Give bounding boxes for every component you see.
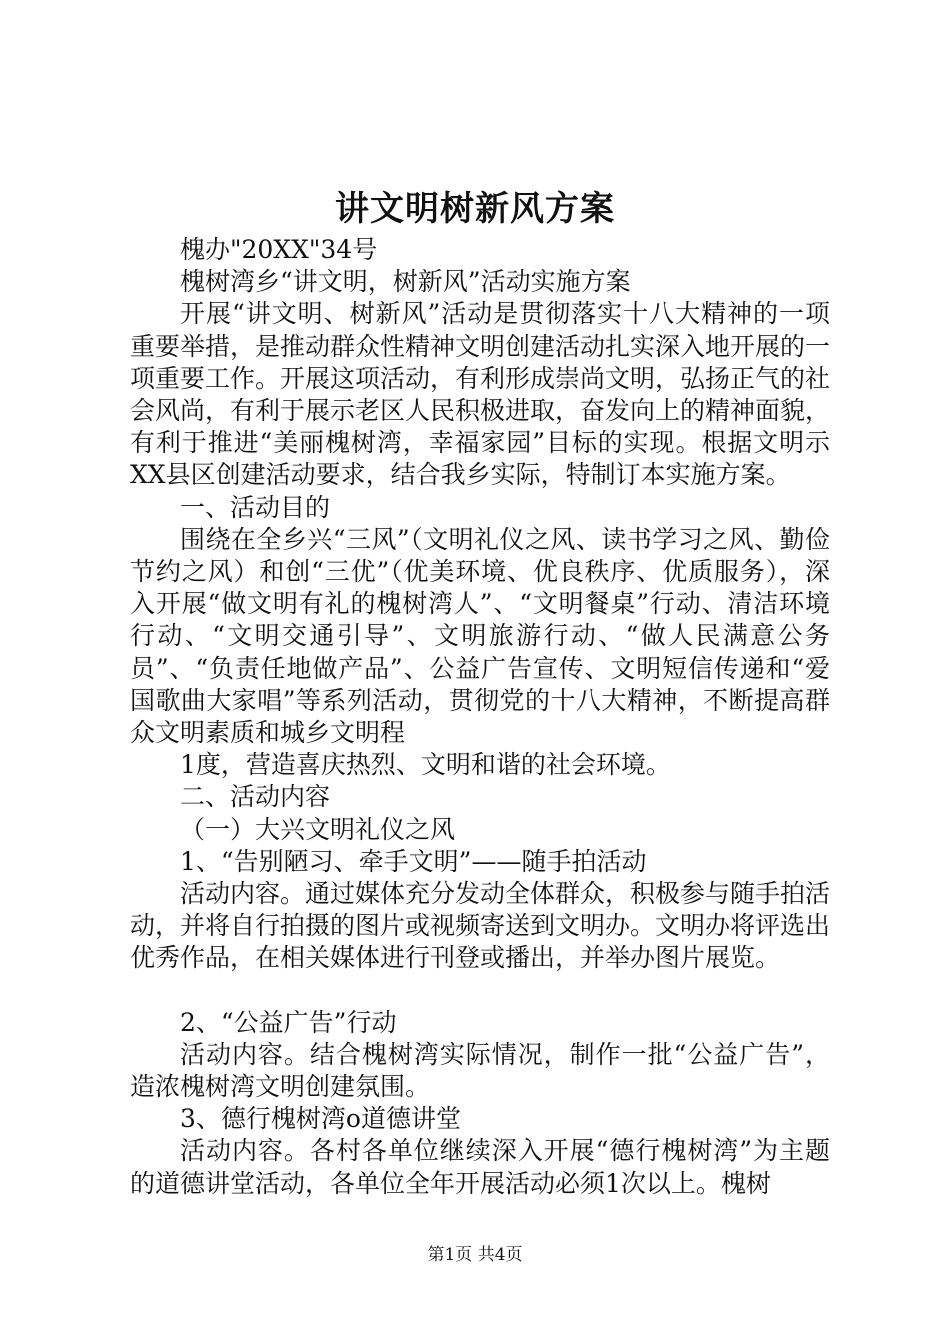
section-heading: 一、活动目的: [180, 492, 331, 522]
doc-number: 槐办"20XX"34号: [180, 235, 378, 264]
page-footer: 第1页 共4页: [427, 1245, 523, 1265]
item-heading: 1、“告别陋习、牵手文明”——随手拍活动: [180, 846, 647, 876]
doc-subtitle: 槐树湾乡“讲文明，树新风”活动实施方案: [180, 267, 631, 297]
subsection-heading: （一）大兴文明礼仪之风: [180, 814, 456, 844]
document-title: 讲文明树新风方案: [335, 189, 615, 229]
section-paragraph: 围绕在全乡兴“三风”（文明礼仪之风、读书学习之风、勤俭节约之风）和创“三优”（优美环境、优良秩序、优质服务），深入开展“做文明有礼的槐树湾人”、“文明餐桌”行动、清洁环境行动、“文明交通引导”、文明旅游行动、“做人民满意公务员”、“负责任地做产品”、公益广告宣传、文明短信传递和“爱国歌曲大家唱”等系列活动，贯彻党的十八大精神，不断提高群众文明素质和城乡文明程: [130, 524, 830, 748]
document-body: [130, 234, 830, 1200]
item-paragraph: 活动内容。结合槐树湾实际情况，制作一批“公益广告”，造浓槐树湾文明创建氛围。: [130, 1039, 830, 1102]
section-heading: 二、活动内容: [180, 782, 331, 812]
item-heading: 3、德行槐树湾o道德讲堂: [180, 1104, 461, 1134]
item-paragraph: 活动内容。各村各单位继续深入开展“德行槐树湾”为主题的道德讲堂活动，各单位全年开展活动必须1次以上。槐树: [130, 1136, 830, 1198]
section-paragraph-tail: 1度，营造喜庆热烈、文明和谐的社会环境。: [180, 750, 671, 780]
paragraph-gap: [130, 975, 830, 1007]
intro-paragraph: 开展“讲文明、树新风”活动是贯彻落实十八大精神的一项重要举措，是推动群众性精神文明创建活动扎实深入地开展的一项重要工作。开展这项活动，有利形成崇尚文明，弘扬正气的社会风尚，有利于展示老区人民积极进取，奋发向上的精神面貌，有利于推进“美丽槐树湾，幸福家园”目标的实现。根据文明示XX县区创建活动要求，结合我乡实际，特制订本实施方案。: [130, 299, 831, 490]
item-heading: 2、“公益广告”行动: [180, 1007, 397, 1037]
item-paragraph: 活动内容。通过媒体充分发动全体群众，积极参与随手拍活动，并将自行拍摄的图片或视频寄送到文明办。文明办将评选出优秀作品，在相关媒体进行刊登或播出，并举办图片展览。: [130, 879, 831, 973]
